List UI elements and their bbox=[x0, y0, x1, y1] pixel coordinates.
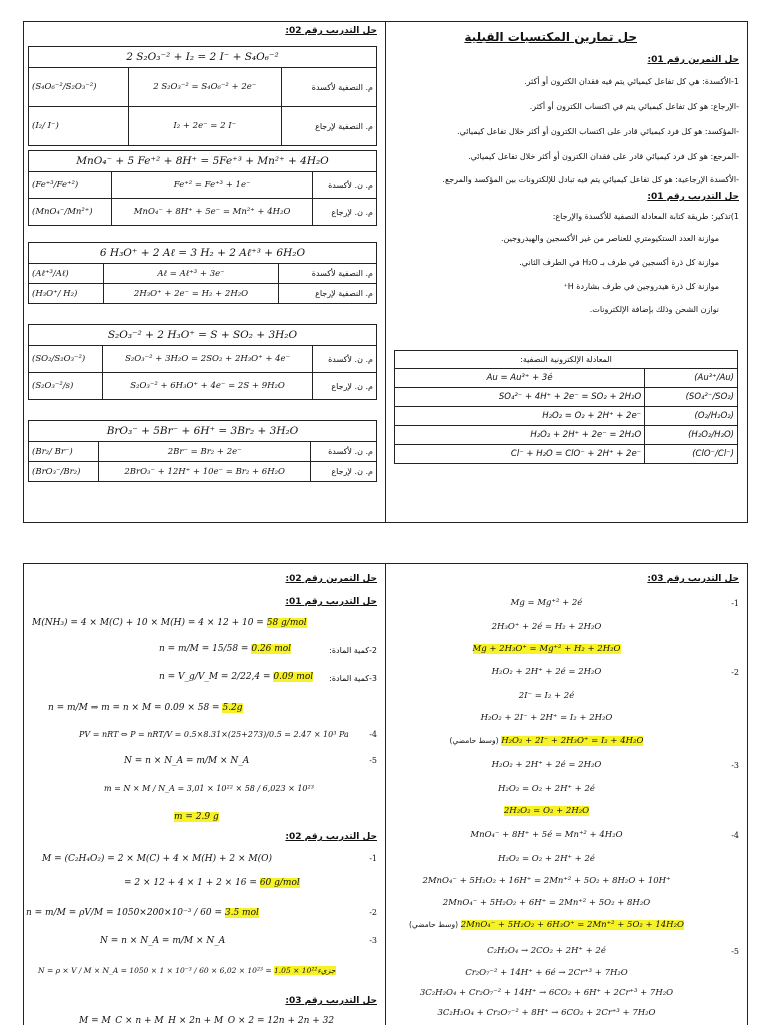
drill01-header: حل التدريب رقم 01: bbox=[647, 192, 739, 202]
redox-num: -5 bbox=[731, 947, 739, 956]
redox-line bbox=[386, 806, 747, 820]
page-title: حل تمارين المكتسبات القبلية bbox=[464, 30, 637, 44]
bl-d01-header: حل التدريب رقم 01: bbox=[285, 597, 377, 607]
ex01-header: حل التمرين رقم 01: bbox=[647, 55, 739, 65]
n2-result: 3.5 mol bbox=[224, 908, 259, 918]
red-half-equation: S₂O₃⁻² + 6H₃O⁺ + 4e⁻ = 2S + 9H₂O bbox=[102, 373, 313, 400]
redox-eq-text: Cr₂O₇⁻² + 14H⁺ + 6é → 2Cr⁺³ + 7H₂O bbox=[465, 968, 628, 978]
n-mass-eq: n = m/M = 15/58 = 0.26 mol bbox=[159, 644, 292, 654]
redox-line bbox=[386, 946, 747, 960]
redox-line bbox=[386, 784, 747, 798]
step-2: موازنة كل ذرة أكسجين في طرف بـ H₂O في الطرف الثاني. bbox=[519, 258, 719, 267]
na-num: -5 bbox=[369, 756, 377, 765]
top-left-column bbox=[24, 22, 385, 522]
ox-label: م. ن. لأكسدة bbox=[311, 442, 377, 462]
red-half-equation: 2BrO₃⁻ + 12H⁺ + 10e⁻ = Br₂ + 6H₂O bbox=[99, 462, 311, 482]
half-eq-h2o2-red: H₂O₂ + 2H⁺ + 2e⁻ = 2H₂O bbox=[395, 426, 645, 445]
n-vol-label: 3-كمية المادة: bbox=[329, 674, 377, 683]
redox-equation bbox=[386, 988, 707, 998]
br-d03-header: حل التدريب رقم 03: bbox=[647, 574, 739, 584]
redox-equation bbox=[386, 946, 707, 956]
red-label: م. ن. لإرجاع bbox=[311, 462, 377, 482]
ox-label: م. ن. لأكسدة bbox=[313, 172, 377, 199]
couple-h2o2: (H₂O₂/H₂O) bbox=[645, 426, 738, 445]
redox-equation bbox=[386, 598, 707, 608]
drill02-header: حل التدريب رقم 02: bbox=[285, 26, 377, 36]
molar-mass-result: 58 g/mol bbox=[266, 618, 307, 628]
n-mass-label: 2-كمية المادة: bbox=[329, 646, 377, 655]
redox-line bbox=[386, 622, 747, 636]
ox-half-equation: Fe⁺² = Fe⁺³ + 1e⁻ bbox=[112, 172, 313, 199]
redox-eq-text: Mg = Mg⁺² + 2é bbox=[510, 598, 583, 608]
couple-clo: (ClO⁻/Cl⁻) bbox=[645, 445, 738, 464]
def-redox: -الأكسدة الإرجاعية: هو كل تفاعل كيميائي يتم فيه تبادل للإلكترونات بين المؤكسد والمرجع. bbox=[442, 175, 739, 184]
global-equation: 6 H₃O⁺ + 2 Aℓ = 3 H₂ + 2 Aℓ⁺³ + 6H₂O bbox=[29, 243, 377, 264]
na2-result: 1.05 × 10²²جزيء bbox=[274, 966, 336, 975]
redox-eq-text: 2I⁻ = I₂ + 2é bbox=[518, 691, 575, 701]
redox-equation bbox=[386, 968, 707, 978]
couple-so4: (SO₄²⁻/SO₂) bbox=[645, 388, 738, 407]
redox-line bbox=[386, 898, 747, 912]
redox-eq-text: 3C₂H₂O₄ + Cr₂O₇⁻² + 8H⁺ → 6CO₂ + 2Cr⁺³ + 7H₂O bbox=[437, 1008, 656, 1018]
redox-line bbox=[386, 691, 747, 705]
redox-equation bbox=[386, 854, 707, 864]
m2-result: 60 g/mol bbox=[259, 878, 300, 888]
ox-half-equation: 2Br⁻ = Br₂ + 2e⁻ bbox=[99, 442, 311, 462]
ox-couple: (Aℓ⁺³/Aℓ) bbox=[29, 264, 104, 284]
redox-equation bbox=[386, 736, 707, 746]
m-frac: m = N × M / N_A = 3,01 × 10²² × 58 / 6,023 × 10²³ bbox=[104, 784, 314, 793]
redox-equation bbox=[386, 784, 707, 794]
red-half-equation: MnO₄⁻ + 8H⁺ + 5e⁻ = Mn²⁺ + 4H₂O bbox=[112, 199, 313, 226]
redox-equation bbox=[386, 691, 707, 701]
half-eq-cl: Cl⁻ + H₂O = ClO⁻ + 2H⁺ + 2e⁻ bbox=[395, 445, 645, 464]
redox-note: (وسط حامضي) bbox=[449, 736, 499, 745]
def-reduction: -الإرجاع: هو كل تفاعل كيميائي يتم في اكتساب الكترون أو أكثر. bbox=[529, 102, 739, 111]
def-oxidation: 1-الأكسدة: هي كل تفاعل كيميائي يتم فيه فقدان الكترون أو أكثر. bbox=[524, 77, 739, 86]
reaction-table-2 bbox=[28, 150, 377, 226]
ex02-header: حل التمرين رقم 02: bbox=[285, 574, 377, 584]
reaction-table-3 bbox=[28, 242, 377, 304]
redox-eq-text: H₂O₂ + 2H⁺ + 2é = 2H₂O bbox=[491, 667, 602, 677]
top-panel bbox=[23, 21, 748, 523]
na2-eq: N = n × N_A = m/M × N_A bbox=[100, 936, 226, 946]
ox-couple: (S₄O₆⁻²/S₂O₃⁻²) bbox=[29, 68, 129, 107]
redox-eq-text: 2H₂O₂ = O₂ + 2H₂O bbox=[503, 806, 590, 816]
m2-calc: = 2 × 12 + 4 × 1 + 2 × 16 = 60 g/mol bbox=[124, 878, 300, 888]
red-label: م. النصفية لإرجاع bbox=[281, 107, 376, 146]
redox-eq-text: 2MnO₄⁻ + 5H₂O₂ + 6H₃O⁺ = 2Mn⁺² + 5O₂ + 14H₂O bbox=[460, 920, 684, 930]
couple-au: (Au³⁺/Au) bbox=[645, 369, 738, 388]
ox-label: م. ن. لأكسدة bbox=[313, 346, 377, 373]
redox-line bbox=[386, 713, 747, 727]
half-eq-au: Au = Au³⁺ + 3é bbox=[395, 369, 645, 388]
redox-equation bbox=[386, 622, 707, 632]
redox-equation bbox=[386, 760, 707, 770]
redox-equation bbox=[386, 920, 707, 930]
redox-equation bbox=[386, 667, 707, 677]
redox-line bbox=[386, 876, 747, 890]
redox-line bbox=[386, 644, 747, 658]
reaction-table-4 bbox=[28, 324, 377, 400]
mass-eq: n = m/M ⇒ m = n × M = 0.09 × 58 = 5.2g bbox=[48, 703, 243, 713]
redox-equation bbox=[386, 1008, 707, 1018]
ox-label: م. النصفية لأكسدة bbox=[281, 68, 376, 107]
m-result: m = 2.9 g bbox=[174, 812, 219, 822]
redox-num: -1 bbox=[731, 599, 739, 608]
redox-line bbox=[386, 988, 747, 1002]
redox-line bbox=[386, 598, 747, 612]
redox-eq-text: 2MnO₄⁻ + 5H₂O₂ + 6H⁺ = 2Mn⁺² + 5O₂ + 8H₂O bbox=[442, 898, 651, 908]
na2-num: -3 bbox=[369, 936, 377, 945]
reaction-table-5 bbox=[28, 420, 377, 482]
red-label: م. ن. لإرجاع bbox=[313, 199, 377, 226]
redox-eq-text: H₂O₂ = O₂ + 2H⁺ + 2é bbox=[498, 784, 595, 794]
half-eq-h2o2-ox: H₂O₂ = O₂ + 2H⁺ + 2e⁻ bbox=[395, 407, 645, 426]
def-reductant: -المرجع: هو كل فرد كيميائي قادر على فقدان الكترون أو أكثر خلال تفاعل كيميائي. bbox=[468, 152, 739, 161]
half-equations-table bbox=[394, 350, 738, 464]
step-1: موازنة العدد الستكيومتري للعناصر من غير الأكسجين والهيدروجين. bbox=[501, 234, 719, 243]
global-equation: 2 S₂O₃⁻² + I₂ = 2 I⁻ + S₄O₆⁻² bbox=[29, 47, 377, 68]
redox-eq-text: H₂O₂ = O₂ + 2H⁺ + 2é bbox=[498, 854, 595, 864]
redox-equation bbox=[386, 876, 707, 886]
ox-couple: (SO₂/S₂O₃⁻²) bbox=[29, 346, 103, 373]
redox-line bbox=[386, 1008, 747, 1022]
redox-line bbox=[386, 854, 747, 868]
redox-num: -2 bbox=[731, 668, 739, 677]
bl-d03-header: حل التدريب رقم 03: bbox=[285, 996, 377, 1006]
red-couple: (I₂/ I⁻) bbox=[29, 107, 129, 146]
ox-half-equation: S₂O₃⁻² + 3H₂O = 2SO₂ + 2H₃O⁺ + 4e⁻ bbox=[102, 346, 313, 373]
redox-eq-text: H₂O₂ + 2I⁻ + 2H⁺ = I₂ + 2H₂O bbox=[480, 713, 613, 723]
redox-line bbox=[386, 760, 747, 774]
bottom-right-column bbox=[386, 564, 747, 1025]
redox-equation bbox=[386, 898, 707, 908]
red-couple: (BrO₃⁻/Br₂) bbox=[29, 462, 99, 482]
na2-full: N = ρ × V / M × N_A = 1050 × 1 × 10⁻³ / 60 × 6,02 × 10²³ = 1.05 × 10²²جزيء bbox=[38, 966, 336, 975]
redox-equation bbox=[386, 806, 707, 816]
redox-eq-text: 2H₃O⁺ + 2é = H₂ + 2H₂O bbox=[491, 622, 602, 632]
global-equation: BrO₃⁻ + 5Br⁻ + 6H⁺ = 3Br₂ + 3H₂O bbox=[29, 421, 377, 442]
redox-eq-text: H₂O₂ + 2H⁺ + 2é = 2H₂O bbox=[491, 760, 602, 770]
global-equation: MnO₄⁻ + 5 Fe⁺² + 8H⁺ = 5Fe⁺³ + Mn²⁺ + 4H₂O bbox=[29, 151, 377, 172]
redox-line bbox=[386, 667, 747, 681]
redox-eq-text: C₂H₂O₄ → 2CO₂ + 2H⁺ + 2é bbox=[487, 946, 606, 956]
ox-couple: (Fe⁺³/Fe⁺²) bbox=[29, 172, 112, 199]
global-equation: S₂O₃⁻² + 2 H₃O⁺ = S + SO₂ + 3H₂O bbox=[29, 325, 377, 346]
redox-line bbox=[386, 920, 747, 934]
pv-eq: PV = nRT ⇔ P = nRT/V = 0.5×8.31×(25+273)/0.5 = 2.47 × 10³ Pa bbox=[79, 730, 349, 739]
n-vol-eq: n = V_g/V_M = 2/22,4 = 0.09 mol bbox=[159, 672, 314, 682]
mass-result: 5.2g bbox=[222, 703, 243, 713]
couple-o2: (O₂/H₂O₂) bbox=[645, 407, 738, 426]
redox-eq-text: Mg + 2H₃O⁺ = Mg⁺² + H₂ + 2H₂O bbox=[472, 644, 621, 654]
reminder-text: 1)تذكير: طريقة كتابة المعادلة النصفية للأكسدة والإرجاع: bbox=[552, 212, 739, 221]
step-4: نوازن الشحن وذلك بإضافة الإلكترونات. bbox=[589, 305, 719, 314]
redox-eq-text: 2MnO₄⁻ + 5H₂O₂ + 16H⁺ = 2Mn⁺² + 5O₂ + 8H₂O + 10H⁺ bbox=[422, 876, 671, 886]
redox-equation bbox=[386, 830, 707, 840]
red-label: م. ن. لإرجاع bbox=[313, 373, 377, 400]
bottom-left-column bbox=[24, 564, 385, 1025]
step-3: موازنة كل ذرة هيدروجين في طرف بشاردة H⁺ bbox=[563, 282, 719, 291]
n-vol-result: 0.09 mol bbox=[273, 672, 314, 682]
red-couple: (MnO₄⁻/Mn²⁺) bbox=[29, 199, 112, 226]
m2-num: -1 bbox=[369, 854, 377, 863]
m2-eq: M = (C₂H₄O₂) = 2 × M(C) + 4 × M(H) + 2 × M(O) bbox=[42, 854, 273, 864]
ox-half-equation: 2 S₂O₃⁻² = S₄O₆⁻² + 2e⁻ bbox=[128, 68, 281, 107]
redox-num: -4 bbox=[731, 831, 739, 840]
red-label: م. النصفية لإرجاع bbox=[278, 284, 376, 304]
molar-mass-eq: M(NH₃) = 4 × M(C) + 10 × M(H) = 4 × 12 + 10 = 58 g/mol bbox=[32, 618, 307, 628]
n2-eq: n = m/M = ρV/M = 1050×200×10⁻³ / 60 = 3.5 mol bbox=[26, 908, 259, 918]
redox-eq-text: H₂O₂ + 2I⁻ + 2H₃O⁺ = I₂ + 4H₂O bbox=[501, 736, 644, 746]
n2-num: -2 bbox=[369, 908, 377, 917]
n-mass-result: 0.26 mol bbox=[251, 644, 292, 654]
reaction-table-1 bbox=[28, 46, 377, 146]
ox-couple: (Br₂/ Br⁻) bbox=[29, 442, 99, 462]
redox-equation bbox=[386, 644, 707, 654]
def-oxidant: -المؤكسد: هو كل فرد كيميائي قادر على اكتساب الكترون أو أكثر خلال تفاعل كيميائي. bbox=[457, 127, 739, 136]
bl-d02-header: حل التدريب رقم 02: bbox=[285, 832, 377, 842]
redox-eq-text: MnO₄⁻ + 8H⁺ + 5é = Mn⁺² + 4H₂O bbox=[470, 830, 623, 840]
ox-label: م. النصفية لأكسدة bbox=[278, 264, 376, 284]
red-couple: (S₂O₃⁻²/s) bbox=[29, 373, 103, 400]
redox-eq-text: 3C₂H₂O₄ + Cr₂O₇⁻² + 14H⁺ → 6CO₂ + 6H⁺ + 2Cr⁺³ + 7H₂O bbox=[419, 988, 674, 998]
redox-num: -3 bbox=[731, 761, 739, 770]
red-half-equation: I₂ + 2e⁻ = 2 I⁻ bbox=[128, 107, 281, 146]
bottom-panel bbox=[23, 563, 748, 1025]
redox-line bbox=[386, 968, 747, 982]
top-right-column bbox=[386, 22, 747, 522]
half-table-header: المعادلة الإلكترونية النصفية: bbox=[395, 351, 738, 369]
ox-half-equation: Aℓ = Aℓ⁺³ + 3e⁻ bbox=[104, 264, 278, 284]
redox-line bbox=[386, 830, 747, 844]
half-eq-so4: SO₄²⁻ + 4H⁺ + 2e⁻ = SO₂ + 2H₂O bbox=[395, 388, 645, 407]
redox-line bbox=[386, 736, 747, 750]
red-half-equation: 2H₃O⁺ + 2e⁻ = H₂ + 2H₂O bbox=[104, 284, 278, 304]
na-eq: N = n × N_A = m/M × N_A bbox=[124, 756, 250, 766]
last-eq: M = M_C × n + M_H × 2n + M_O × 2 = 12n + 2n + 32 bbox=[79, 1016, 335, 1025]
pv-num: -4 bbox=[369, 730, 377, 739]
redox-note: (وسط حامضي) bbox=[409, 920, 459, 929]
red-couple: (H₃O⁺/ H₂) bbox=[29, 284, 104, 304]
redox-equation bbox=[386, 713, 707, 723]
